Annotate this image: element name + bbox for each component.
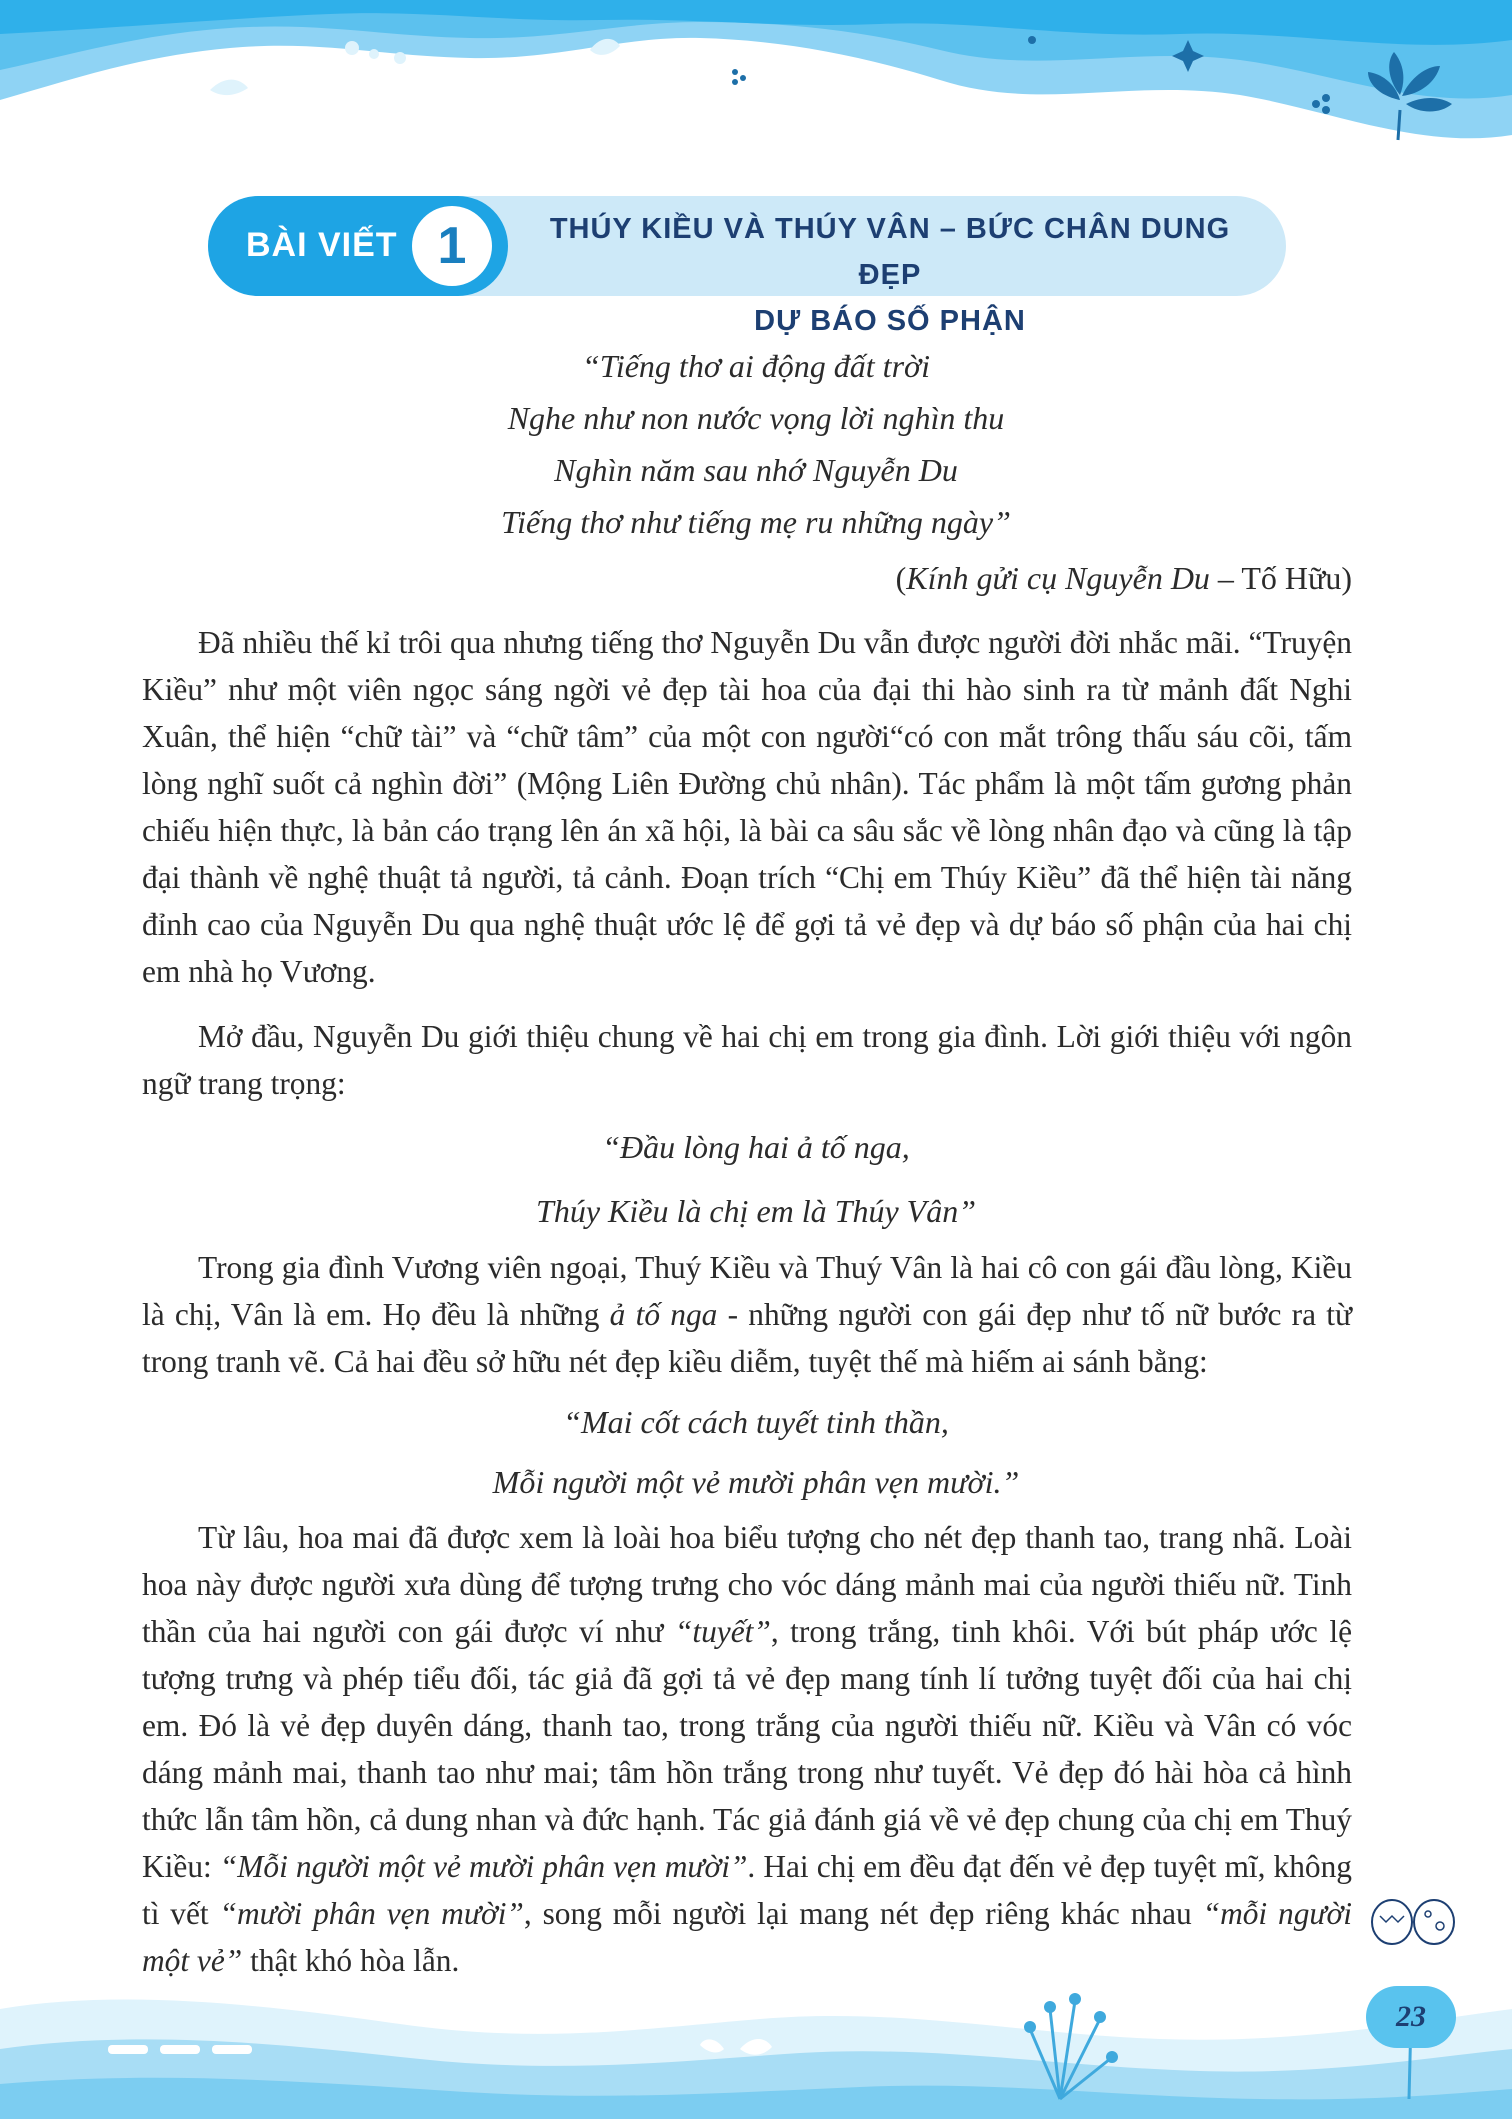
page-title-line-1: THÚY KIỀU VÀ THÚY VÂN – BỨC CHÂN DUNG ĐẸP — [549, 213, 1231, 291]
top-wave-decoration — [0, 0, 1512, 150]
paragraph-3-end: - những người con gái đẹp như tố nữ bước ra từ trong tranh vẽ. Cả hai đều sở hữu nét đẹp kiều diễm, tuyệt thế mà hiếm ai sánh bằng: — [142, 1297, 1352, 1379]
quote-2-line-1: “Mai cốt cách tuyết tinh thần, — [563, 1404, 949, 1440]
paragraph-4-part-d: , song mỗi người lại mang nét đẹp riêng khác nhau — [523, 1896, 1203, 1931]
epigraph-line-3: Nghìn năm sau nhớ Nguyễn Du — [554, 452, 958, 488]
paragraph-4-part-b: , trong trắng, tinh khôi. Với bút pháp ước lệ tượng trưng và phép tiểu đối, tác giả đã gợi tả vẻ đẹp mang tính lí tưởng tuyệt đối của hai chị em. Đó là vẻ đẹp duyên dáng, thanh tao, trong trắng của người thiếu nữ. Kiều và Vân có vóc dáng mảnh mai, thanh tao như mai; tâm hồn trắng trong như tuyết. Vẻ đẹp đó hài hòa cả hình thức lẫn tâm hồn, cả dung nhan và đức hạnh. Tác giả đánh giá về vẻ đẹp chung của chị em Thuý Kiều: — [142, 1614, 1353, 1884]
epigraph-poem — [0, 340, 1512, 548]
page-title — [520, 206, 1260, 344]
paragraph-4 — [142, 1514, 1352, 1984]
quote-2-line-2: Mỗi người một vẻ mười phân vẹn mười.” — [492, 1464, 1020, 1500]
paragraph-3-italic: ả tố nga — [609, 1297, 718, 1332]
bottom-wave-decoration — [0, 1949, 1512, 2119]
page-title-line-2: DỰ BÁO SỐ PHẬN — [754, 305, 1026, 337]
quote-2 — [0, 1392, 1512, 1512]
quote-1-line-1: “Đầu lòng hai ả tố nga, — [602, 1129, 910, 1165]
epigraph-line-1: “Tiếng thơ ai động đất trời — [582, 348, 930, 384]
quote-1 — [0, 1115, 1512, 1243]
paragraph-4-italic-3: “mười phân vẹn mười” — [219, 1896, 524, 1931]
paragraph-2: Mở đầu, Nguyễn Du giới thiệu chung về hai chị em trong gia đình. Lời giới thiệu với ngôn ngữ trang trọng: — [142, 1019, 1352, 1101]
quote-1-line-2: Thúy Kiều là chị em là Thúy Vân” — [536, 1193, 976, 1229]
page-number: 23 — [1396, 2000, 1426, 2033]
header-number: 1 — [437, 217, 467, 275]
header-label: BÀI VIẾT — [246, 226, 398, 264]
paragraph-4-part-a: Từ lâu, hoa mai đã được xem là loài hoa biểu tượng cho nét đẹp thanh tao, trang nhã. Loài hoa này được người xưa dùng để tượng trưng cho vóc dáng mảnh mai của người thiếu nữ. Tinh thần của hai người con gái được ví như — [142, 1520, 1352, 1649]
epigraph-line-2: Nghe như non nước vọng lời nghìn thu — [507, 400, 1005, 436]
paragraph-4-italic-4: “mỗi người một vẻ” — [142, 1896, 1352, 1978]
paragraph-4-italic-1: “tuyết” — [674, 1614, 771, 1649]
epigraph-source-title: Kính gửi cụ Nguyễn Du — [906, 560, 1210, 596]
paragraph-4-part-e: thật khó hòa lẫn. — [242, 1943, 460, 1978]
paragraph-3-start: Trong gia đình Vương viên ngoại, Thuý Kiều và Thuý Vân là hai cô con gái đầu lòng, Kiều là chị, Vân là em. Họ đều là những — [142, 1250, 1352, 1332]
paragraph-3 — [142, 1244, 1352, 1385]
paragraph-4-part-c: . Hai chị em đều đạt đến vẻ đẹp tuyệt mĩ, không tì vết — [142, 1849, 1352, 1931]
epigraph-source: (Kính gửi cụ Nguyễn Du – Tố Hữu) — [895, 560, 1352, 596]
paragraph-4-italic-2: “Mỗi người một vẻ mười phân vẹn mười” — [219, 1849, 748, 1884]
paragraph-1: Đã nhiều thế kỉ trôi qua nhưng tiếng thơ Nguyễn Du vẫn được người đời nhắc mãi. “Truyện Kiều” như một viên ngọc sáng ngời vẻ đẹp tài hoa của đại thi hào sinh ra từ mảnh đất Nghi Xuân, thể hiện “chữ tài” và “chữ tâm” của một con người“có con mắt trông thấu sáu cõi, tấm lòng nghĩ suốt cả nghìn đời” (Mộng Liên Đường chủ nhân). Tác phẩm là một tấm gương phản chiếu hiện thực, là bản cáo trạng lên án xã hội, là bài ca sâu sắc về lòng nhân đạo và cũng là tập đại thành về nghệ thuật tả người, tả cảnh. Đoạn trích “Chị em Thúy Kiều” đã thể hiện tài năng đỉnh cao của Nguyễn Du qua nghệ thuật ước lệ để gợi tả vẻ đẹp và dự báo số phận của hai chị em nhà họ Vương. — [142, 625, 1352, 989]
eggs-icon — [1366, 1894, 1466, 1946]
epigraph-line-4: Tiếng thơ như tiếng mẹ ru những ngày” — [501, 504, 1011, 540]
